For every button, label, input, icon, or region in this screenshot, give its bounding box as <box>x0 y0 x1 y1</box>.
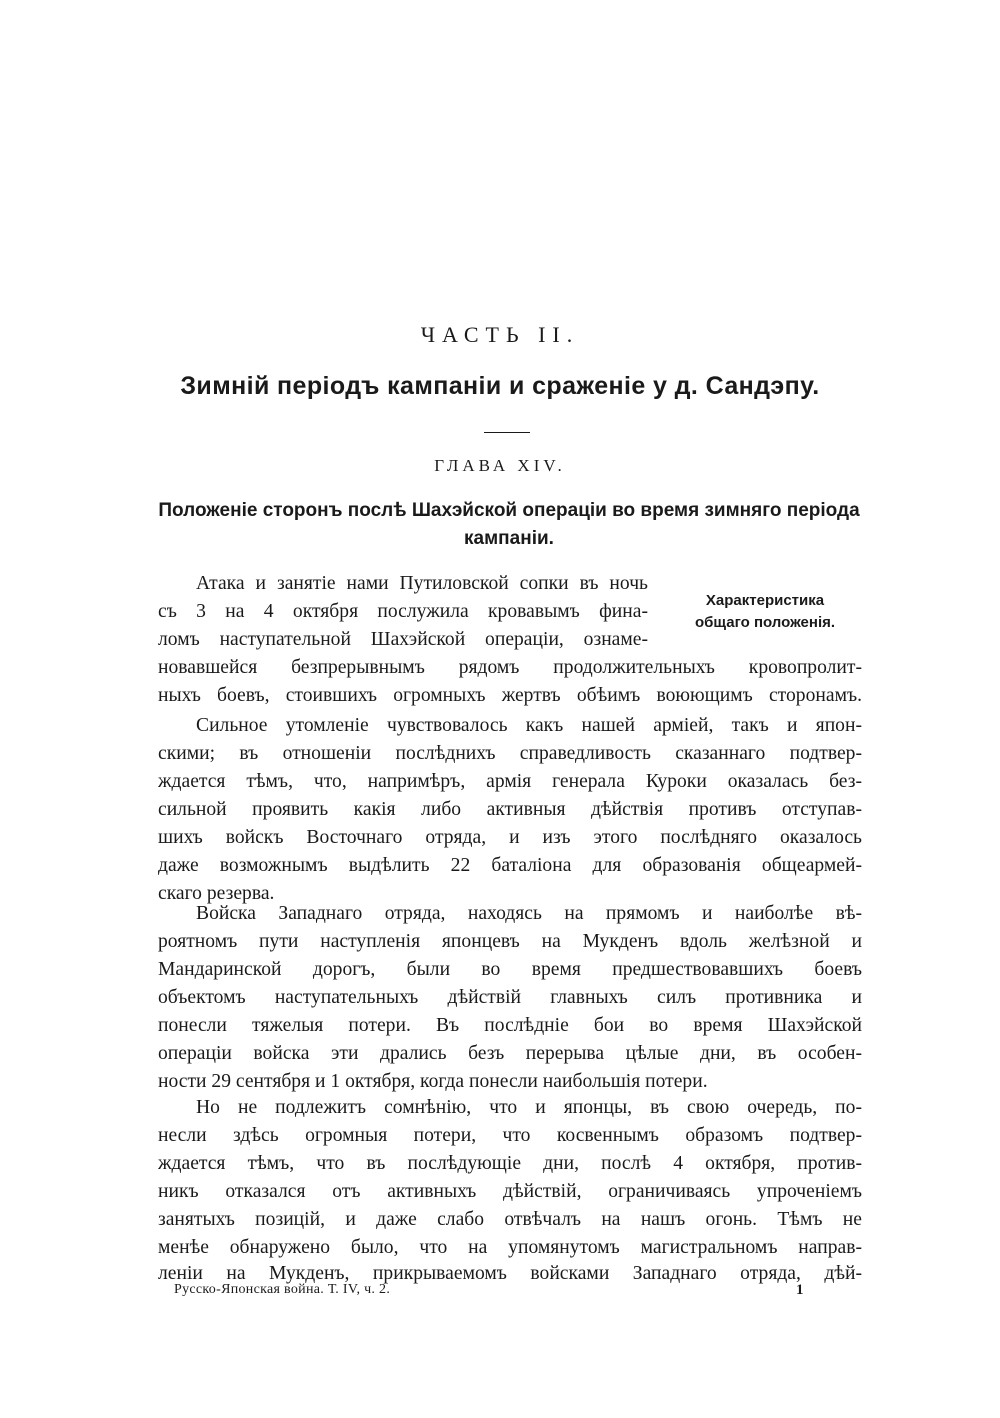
body-line: скаго резерва. <box>158 883 275 904</box>
body-line: ломъ наступательной Шахэйской операціи, ознаме- <box>158 629 648 650</box>
body-line: съ 3 на 4 октября послужила кровавымъ фина- <box>158 601 648 622</box>
body-line: понесли тяжелыя потери. Въ послѣдніе бои во время Шахэйской <box>158 1015 862 1036</box>
body-line: Войска Западнаго отряда, находясь на прямомъ и наиболѣе вѣ- <box>196 903 862 924</box>
chapter-subtitle: Положеніе сторонъ послѣ Шахэйской операціи во время зимняго періода кампаніи. <box>158 500 860 549</box>
body-line: Сильное утомленіе чувствовалось какъ нашей арміей, такъ и япон- <box>196 715 862 736</box>
body-line: Мандаринской дорогъ, были во время предшествовавшихъ боевъ <box>158 959 862 980</box>
body-line: никъ отказался отъ активныхъ дѣйствій, ограничиваясь упроченіемъ <box>158 1181 862 1202</box>
margin-note-line: Характеристика <box>705 592 825 609</box>
chapter-title: ГЛАВА XIV. <box>434 456 566 475</box>
page-number: 1 <box>796 1282 804 1298</box>
body-line: даже возможнымъ выдѣлить 22 баталіона для образованія общеармей- <box>158 855 862 876</box>
body-line: ныхъ боевъ, стоившихъ огромныхъ жертвъ обѣимъ воюющимъ сторонамъ. <box>158 685 862 706</box>
margin-note-line: общаго положенія. <box>694 614 836 631</box>
body-line: операціи войска эти дрались безъ перерыва цѣлые дни, въ особен- <box>158 1043 862 1064</box>
part-title: ЧАСТЬ II. <box>420 322 580 347</box>
body-line: менѣе обнаружено было, что на упомянутомъ магистральномъ направ- <box>158 1237 862 1258</box>
body-line: роятномъ пути наступленія японцевъ на Мукденъ вдоль желѣзной и <box>158 931 862 952</box>
body-line: леніи на Мукденъ, прикрываемомъ войсками Западнаго отряда, дѣй- <box>158 1263 862 1284</box>
body-line: объектомъ наступательныхъ дѣйствій главныхъ силъ противника и <box>158 987 862 1008</box>
body-line: скими; въ отношеніи послѣднихъ справедливость сказаннаго подтвер- <box>158 743 862 764</box>
margin-note <box>676 590 854 634</box>
body-line: занятыхъ позицій, и даже слабо отвѣчалъ на нашъ огонь. Тѣмъ не <box>158 1209 862 1230</box>
body-line: ждается тѣмъ, что, напримѣръ, армія генерала Куроки оказалась без- <box>158 771 862 792</box>
body-line: ности 29 сентября и 1 октября, когда понесли наибольшія потери. <box>158 1071 708 1092</box>
body-line: Но не подлежитъ сомнѣнію, что и японцы, въ свою очередь, по- <box>196 1097 862 1118</box>
body-line: ждается тѣмъ, что въ послѣдующіе дни, послѣ 4 октября, против- <box>158 1153 862 1174</box>
body-line: шихъ войскъ Восточнаго отряда, и изъ этого послѣдняго оказалось <box>158 827 862 848</box>
footer-book-reference: Русско-Японская война. Т. IV, ч. 2. <box>174 1282 391 1297</box>
body-line: Атака и занятіе нами Путиловской сопки въ ночь <box>196 573 648 594</box>
body-line: новавшейся безпрерывнымъ рядомъ продолжительныхъ кровопролит- <box>158 657 862 678</box>
body-line: несли здѣсь огромныя потери, что косвеннымъ образомъ подтвер- <box>158 1125 862 1146</box>
body-line: сильной проявить какія либо активныя дѣйствія противъ отступав- <box>158 799 862 820</box>
main-title: Зимній періодъ кампаніи и сраженіе у д. Сандэпу. <box>180 372 820 400</box>
title-divider <box>484 432 530 433</box>
